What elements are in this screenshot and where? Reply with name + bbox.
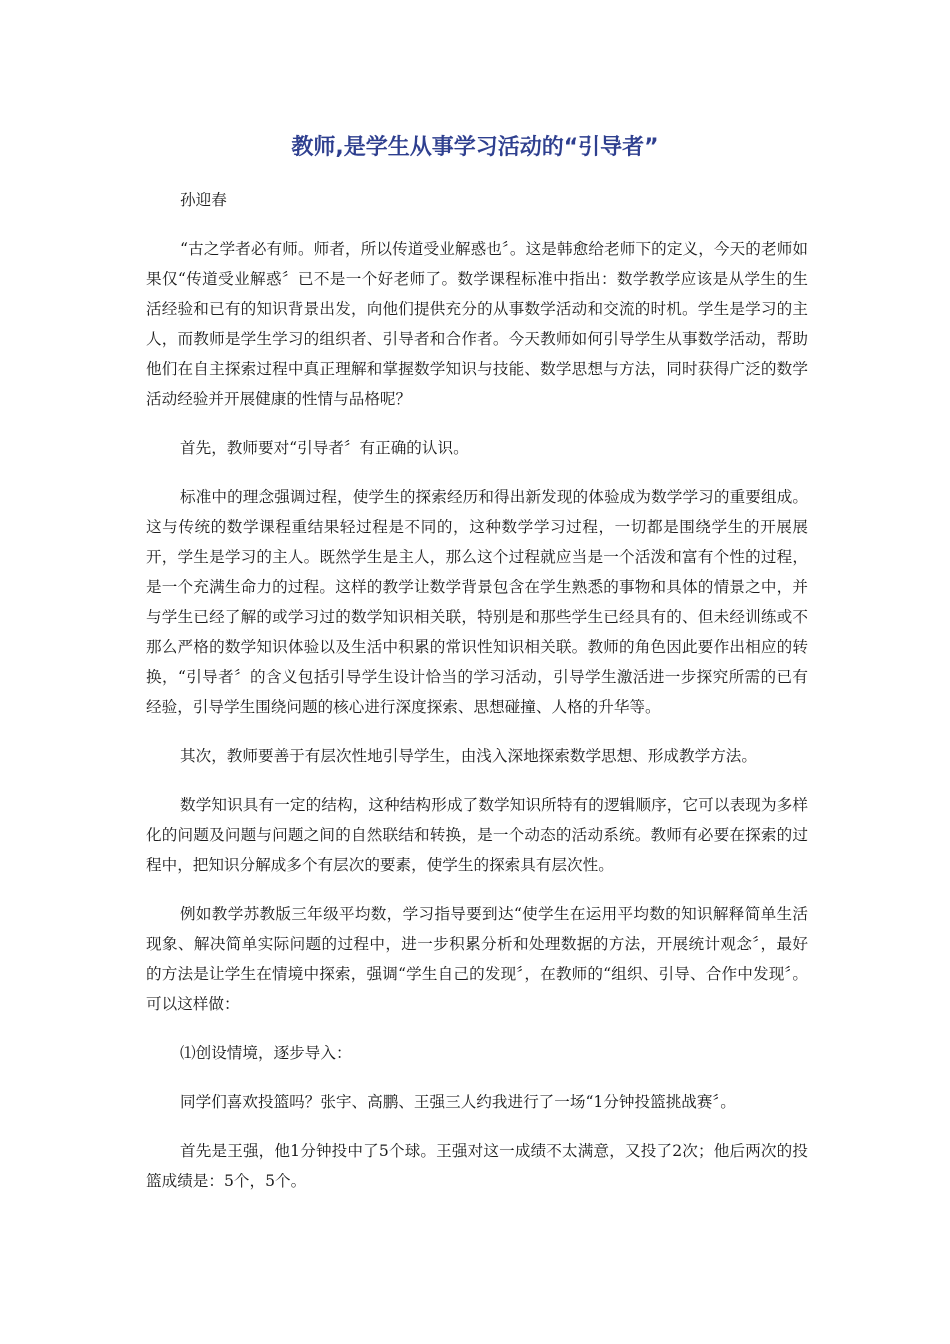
document-body [146,186,808,1215]
paragraph-intro: “古之学者必有师。师者，所以传道受业解惑也〞。这是韩愈给老师下的定义，今天的老师如果仅“传道受业解惑〞已不是一个好老师了。数学课程标准中指出：数学教学应该是从学生的生活经验和已有的知识背景出发，向他们提供充分的从事数学活动和交流的时机。学生是学习的主人，而教师是学生学习的组织者、引导者和合作者。今天教师如何引导学生从事数学活动，帮助他们在自主探索过程中真正理解和掌握数学知识与技能、数学思想与方法，同时获得广泛的数学活动经验并开展健康的性情与品格呢？ [146,240,808,408]
paragraph-knowledge-structure: 数学知识具有一定的结构，这种结构形成了数学知识所特有的逻辑顺序，它可以表现为多样化的问题及问题与问题之间的自然联结和转换，是一个动态的活动系统。教师有必要在探索的过程中，把知识分解成多个有层次的要素，使学生的探索具有层次性。 [146,796,808,874]
document-title: 教师,是学生从事学习活动的“引导者” [291,135,659,160]
paragraph-example-average: 例如教学苏教版三年级平均数，学习指导要到达“使学生在运用平均数的知识解释简单生活现象、解决简单实际问题的过程中，进一步积累分析和处理数据的方法，开展统计观念〞，最好的方法是让学生在情境中探索，强调“学生自己的发现〞，在教师的“组织、引导、合作中发现〞。可以这样做： [146,905,808,1013]
paragraph-second-point: 其次，教师要善于有层次性地引导学生，由浅入深地探索数学思想、形成教学方法。 [180,747,757,765]
paragraph-standard-concept: 标准中的理念强调过程，使学生的探索经历和得出新发现的体验成为数学学习的重要组成。这与传统的数学课程重结果轻过程是不同的，这种数学学习过程，一切都是围绕学生的开展展开，学生是学习的主人。既然学生是主人，那么这个过程就应当是一个活泼和富有个性的过程，是一个充满生命力的过程。这样的教学让数学背景包含在学生熟悉的事物和具体的情景之中，并与学生已经了解的或学习过的数学知识相关联，特别是和那些学生已经具有的、但未经训练或不那么严格的数学知识体验以及生活中积累的常识性知识相关联。教师的角色因此要作出相应的转换，“引导者〞的含义包括引导学生设计恰当的学习活动，引导学生激活进一步探究所需的已有经验，引导学生围绕问题的核心进行深度探索、思想碰撞、人格的升华等。 [146,488,808,716]
author-name: 孙迎春 [180,191,227,209]
paragraph-step-one: ⑴创设情境，逐步导入： [180,1044,352,1062]
paragraph-scenario: 同学们喜欢投篮吗？张宇、高鹏、王强三人约我进行了一场“1分钟投篮挑战赛〞。 [180,1093,736,1111]
paragraph-first-point: 首先，教师要对“引导者〞有正确的认识。 [180,439,469,457]
paragraph-wangqiang-scores: 首先是王强，他1分钟投中了5个球。王强对这一成绩不太满意，又投了2次；他后两次的投篮成绩是：5个，5个。 [146,1142,808,1190]
